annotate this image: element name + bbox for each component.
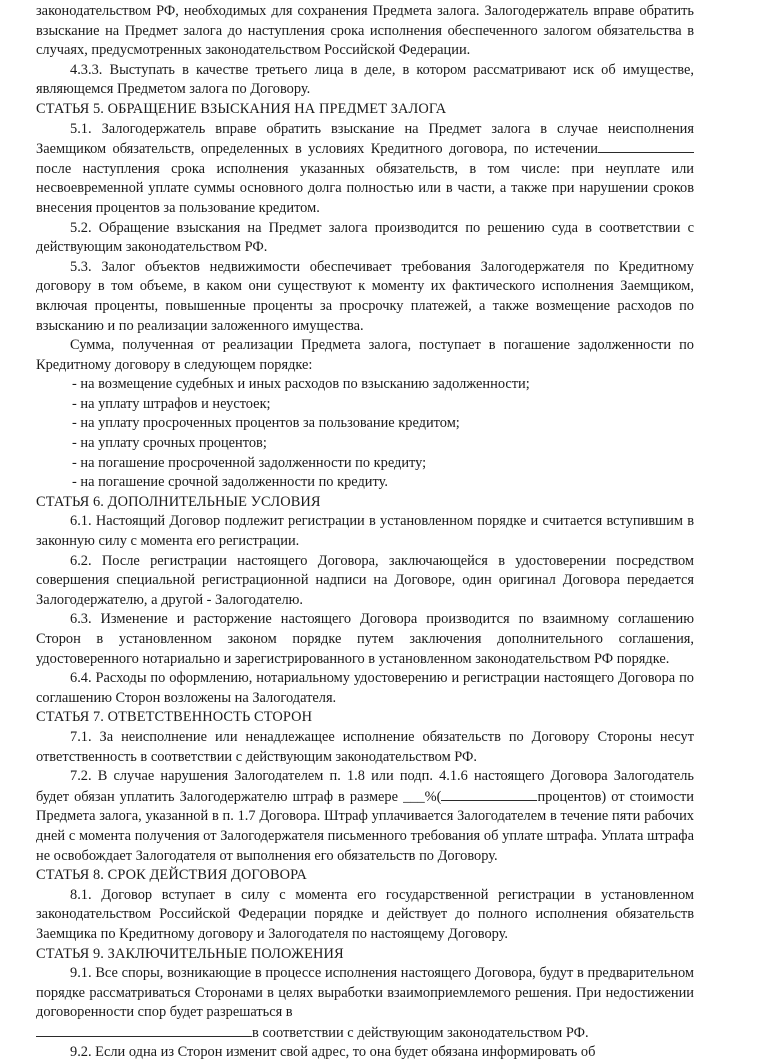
paragraph-5-1-text-after: после наступления срока исполнения указанных обязательств, в том числе: при неуплате или несвоевременной уплате суммы основного долга полностью или в части, а также при нарушении сроков внесения процентов за пользование кредитом. [36,160,694,216]
paragraph-6-4: 6.4. Расходы по оформлению, нотариальному удостоверению и регистрации настоящего Договора по соглашению Сторон возложены на Залогодателя. [36,670,694,706]
paragraph-9-1-text-after: в соответствии с действующим законодательством РФ. [252,1024,589,1041]
fill-blank-9-1-venue[interactable] [36,1023,252,1037]
document-body [36,0,694,1063]
paragraph-7-1: 7.1. За неисполнение или ненадлежащее исполнение обязательств по Договору Стороны несут ответственность в соответствии с действующим законодательством РФ. [36,728,694,765]
paragraph-continuation-4-3-2: законодательством РФ, необходимых для сохранения Предмета залога. Залогодержатель вправе обратить взыскание на Предмет залога до наступления срока исполнения обеспеченного залогом обязательства в случаях, предусмотренных законодательством Российской Федерации. [36,3,694,59]
paragraph-9-1-text-before: 9.1. Все споры, возникающие в процессе исполнения настоящего Договора, будут в предварительном порядке рассматриваться Сторонами в целях выработки взаимоприемлемого решения. При недостижении договоренности спор будет разрешаться в [36,965,694,1021]
list-item: - на погашение срочной задолженности по кредиту. [72,474,388,491]
paragraph-7-2 [36,767,694,866]
fill-blank-5-1[interactable] [598,139,694,153]
paragraph-5-1-text-before: 5.1. Залогодержатель вправе обратить взыскание на Предмет залога в случае неисполнения Заемщиком обязательств, определенных в условиях Кредитного договора, по истечении [36,120,694,158]
heading-article-8: СТАТЬЯ 8. СРОК ДЕЙСТВИЯ ДОГОВОРА [36,867,307,884]
paragraph-8-1: 8.1. Договор вступает в силу с момента его государственной регистрации в установленном законодательством Российской Федерации порядке и действует до полного исполнения обязательств Заемщика по Кредитному договору и Залогодателя по настоящему Договору. [36,886,694,942]
heading-article-7: СТАТЬЯ 7. ОТВЕТСТВЕННОСТЬ СТОРОН [36,709,313,726]
heading-article-6: СТАТЬЯ 6. ДОПОЛНИТЕЛЬНЫЕ УСЛОВИЯ [36,493,321,510]
paragraph-7-2-text-after: процентов) от стоимости Предмета залога, указанной в п. 1.7 Договора. Штраф уплачивается Залогодателем в течение пяти рабочих дней с момента получения от Залогодержателя письменного требования об уплате штрафа. Уплата штрафа не освобождает Залогодателя от выполнения его обязательств по Договору. [36,788,694,864]
paragraph-9-2-truncated: 9.2. Если одна из Сторон изменит свой адрес, то она будет обязана информировать об [70,1044,596,1061]
list-item: - на уплату просроченных процентов за пользование кредитом; [72,415,460,432]
list-item: - на погашение просроченной задолженности по кредиту; [72,454,427,471]
heading-article-9: СТАТЬЯ 9. ЗАКЛЮЧИТЕЛЬНЫЕ ПОЛОЖЕНИЯ [36,945,344,962]
paragraph-7-2-text-before: 7.2. В случае нарушения Залогодателем п. 1.8 или подп. 4.1.6 настоящего Договора Залогодатель будет обязан уплатить Залогодержателю штраф в размере [36,768,694,805]
paragraph-9-1-last-line [36,1023,694,1044]
paragraph-6-3: 6.3. Изменение и расторжение настоящего Договора производится по взаимному соглашению Сторон в установленном законом порядке путем заключения дополнительного соглашения, удостоверенного нотариально и зарегистрированного в установленном законодательством РФ порядке. [36,611,694,667]
paragraph-5-1 [36,120,694,219]
paragraph-6-2: 6.2. После регистрации настоящего Договора, заключающейся в удостоверении посредством совершения специальной регистрационной надписи на Договоре, один оригинал Договора передается Залогодержателю, а другой - Залогодателю. [36,552,694,608]
list-item: - на возмещение судебных и иных расходов по взысканию задолженности; [72,376,530,393]
paragraph-4-3-3: 4.3.3. Выступать в качестве третьего лица в деле, в котором рассматривают иск об имуществе, являющемся Предметом залога по Договору. [36,61,694,98]
heading-article-5: СТАТЬЯ 5. ОБРАЩЕНИЕ ВЗЫСКАНИЯ НА ПРЕДМЕТ ЗАЛОГА [36,100,447,117]
paragraph-7-2-paren-open: ( [436,788,442,805]
paragraph-5-2: 5.2. Обращение взыскания на Предмет залога производится по решению суда в соответствии с действующим законодательством РФ. [36,219,694,256]
paragraph-9-1 [36,964,694,1023]
paragraph-distribution-order-intro: Сумма, полученная от реализации Предмета залога, поступает в погашение задолженности по Кредитному договору в следующем порядке: [36,337,694,373]
list-item: - на уплату штрафов и неустоек; [72,395,271,412]
fill-blank-7-2-words[interactable] [441,787,537,801]
fill-blank-7-2-percent[interactable]: ___% [403,788,437,805]
paragraph-5-3: 5.3. Залог объектов недвижимости обеспечивает требования Залогодержателя по Кредитному договору в том объеме, в каком они существуют к моменту их фактического исполнения Заемщиком, включая проценты, повышенные проценты за просрочку платежей, а также возмещение расходов по взысканию и по реализации заложенного имущества. [36,258,694,334]
paragraph-6-1: 6.1. Настоящий Договор подлежит регистрации в установленном порядке и считается вступившим в законную силу с момента его регистрации. [36,513,694,550]
list-item: - на уплату срочных процентов; [72,435,267,452]
